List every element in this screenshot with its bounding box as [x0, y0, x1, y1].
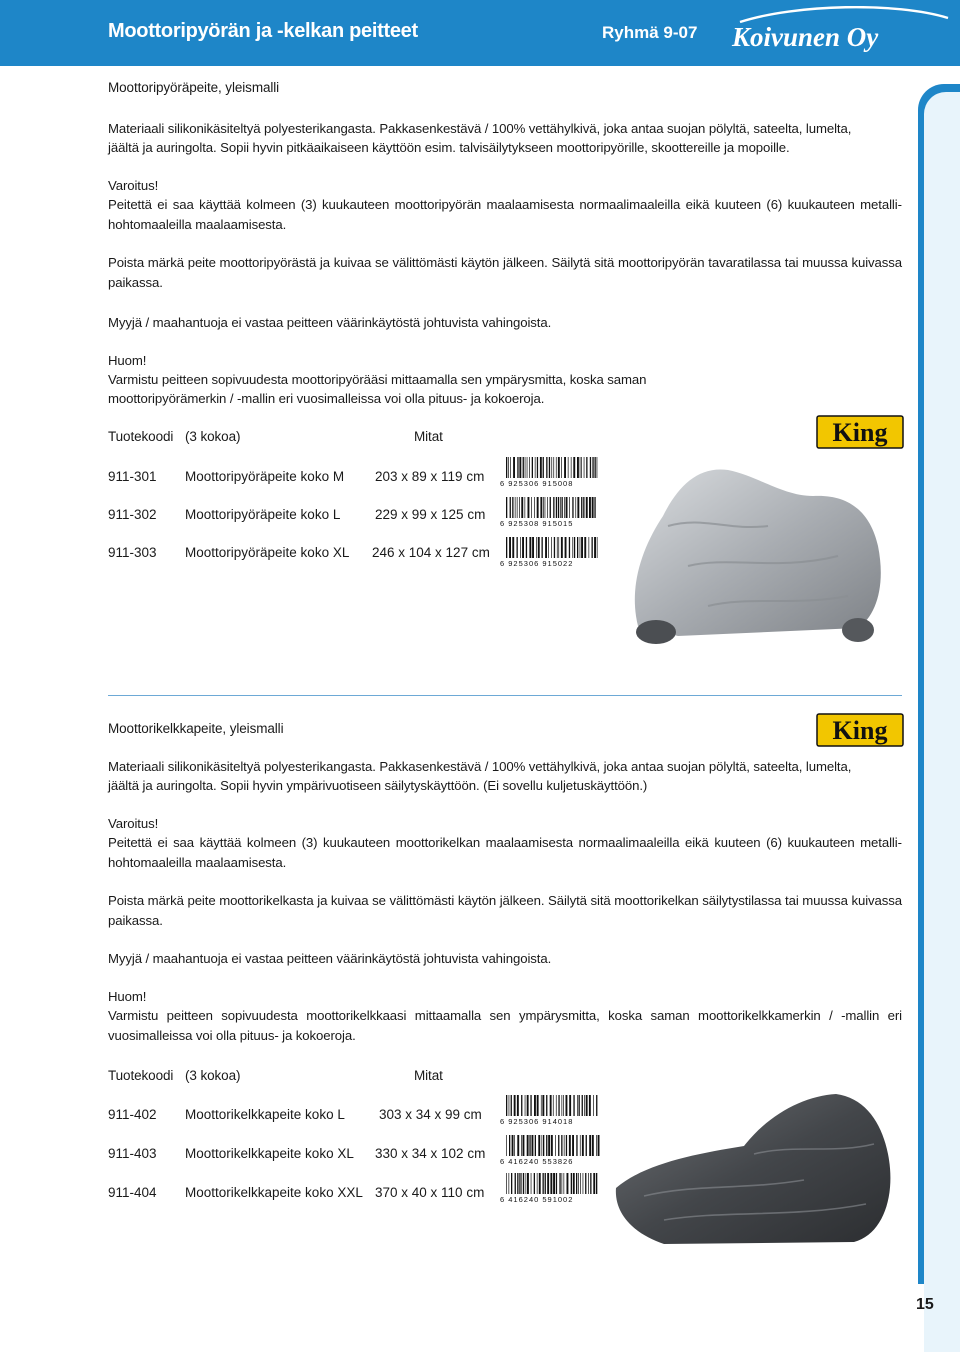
section1-desc-line1: Materiaali silikonikäsiteltyä polyesterikangasta. Pakkasenkestävä / 100% vettähylkivä, joka antaa suojan pölyltä, sateelta, lumelta,	[108, 121, 852, 136]
s1-row3-barcode	[498, 536, 602, 568]
king-brand-badge-2	[816, 713, 904, 747]
s2-row2-dims: 330 x 34 x 102 cm	[375, 1146, 486, 1161]
section1-warning-text: Peitettä ei saa käyttää kolmeen (3) kuukauteen moottoripyörän maalaamisesta normaalimaaleilla eikä kuuteen (6) kuukauteen metallihohtomaaleilla maalaamisesta.	[108, 197, 902, 232]
s1-row2-code: 911-302	[108, 507, 157, 522]
section1-liability: Myyjä / maahantuoja ei vastaa peitteen väärinkäytöstä johtuvista vahingoista.	[108, 315, 552, 330]
section2-title: Moottorikelkkapeite, yleismalli	[108, 721, 284, 736]
section2-note-title: Huom!	[108, 989, 147, 1004]
section2-warning-text: Peitettä ei saa käyttää kolmeen (3) kuukauteen moottorikelkan maalaamisesta normaalimaaleilla eikä kuuteen (6) kuukauteen metallihohtomaaleilla maalaamisesta.	[108, 835, 902, 870]
s2-row3-barcode	[498, 1172, 602, 1204]
svg-text:6 416240 553826: 6 416240 553826	[500, 1157, 574, 1166]
s1-row1-name: Moottoripyöräpeite koko M	[185, 469, 345, 484]
section2-col-dims: Mitat	[414, 1068, 443, 1083]
snowmobile-cover-image	[604, 1084, 900, 1254]
s1-row2-dims: 229 x 99 x 125 cm	[375, 507, 486, 522]
section1-wet-text: Poista märkä peite moottoripyörästä ja kuivaa se välittömästi käytön jälkeen. Säilytä sitä moottoripyörän tavaratilassa tai muussa kuivassa paikassa.	[108, 255, 902, 290]
product-group: Ryhmä 9-07	[602, 23, 698, 42]
s1-row1-barcode	[498, 456, 602, 488]
svg-text:6 925306 915022: 6 925306 915022	[500, 559, 574, 568]
svg-text:King: King	[832, 716, 888, 745]
svg-text:King: King	[832, 418, 888, 447]
section2-desc-line1: Materiaali silikonikäsiteltyä polyesterikangasta. Pakkasenkestävä / 100% vettähylkivä, joka antaa suojan pölyltä, sateelta, lumelta,	[108, 759, 852, 774]
s2-row2-barcode	[498, 1134, 602, 1166]
s2-row1-name: Moottorikelkkapeite koko L	[185, 1107, 345, 1122]
section2-liability: Myyjä / maahantuoja ei vastaa peitteen väärinkäytöstä johtuvista vahingoista.	[108, 951, 552, 966]
s2-row2-code: 911-403	[108, 1146, 157, 1161]
side-tab	[918, 84, 960, 1284]
section2-warning-title: Varoitus!	[108, 816, 159, 831]
s1-row1-dims: 203 x 89 x 119 cm	[375, 469, 485, 484]
svg-text:6 925306 914018: 6 925306 914018	[500, 1117, 574, 1126]
s1-row3-code: 911-303	[108, 545, 157, 560]
section1-col-dims: Mitat	[414, 429, 443, 444]
s1-row1-code: 911-301	[108, 469, 157, 484]
s1-row2-barcode	[498, 496, 602, 528]
s2-row3-code: 911-404	[108, 1185, 157, 1200]
s2-row2-name: Moottorikelkkapeite koko XL	[185, 1146, 354, 1161]
s1-row3-dims: 246 x 104 x 127 cm	[372, 545, 490, 560]
page-header	[0, 0, 960, 66]
section1-note-title: Huom!	[108, 353, 147, 368]
section2-note-text: Varmistu peitteen sopivuudesta moottorikelkkaasi mittaamalla sen ympärysmitta, koska saman moottorikelkkamerkin / -mallin eri vuosimalleissa voi olla pituus- ja kokoeroja.	[108, 1008, 902, 1043]
king-brand-badge	[816, 415, 904, 449]
s2-row1-barcode	[498, 1094, 602, 1126]
svg-text:Koivunen Oy: Koivunen Oy	[732, 22, 879, 52]
section2-desc-line2: jäältä ja auringolta. Sopii hyvin ympärivuotiseen säilytyskäyttöön. (Ei sovellu kuljetuskäyttöön.)	[108, 778, 648, 793]
s2-row3-name: Moottorikelkkapeite koko XXL	[185, 1185, 363, 1200]
section1-col-sizes: (3 kokoa)	[185, 429, 241, 444]
section2-col-code: Tuotekoodi	[108, 1068, 174, 1083]
svg-text:6 925308 915015: 6 925308 915015	[500, 519, 574, 528]
section1-col-code: Tuotekoodi	[108, 429, 174, 444]
svg-text:6 416240 591002: 6 416240 591002	[500, 1195, 574, 1204]
section1-title: Moottoripyöräpeite, yleismalli	[108, 80, 280, 95]
section1-note-line2: moottoripyörämerkin / -mallin eri vuosimalleissa voi olla pituus- ja kokoeroja.	[108, 391, 545, 406]
s1-row2-name: Moottoripyöräpeite koko L	[185, 507, 341, 522]
motorcycle-cover-image	[608, 456, 904, 656]
s2-row1-dims: 303 x 34 x 99 cm	[379, 1107, 482, 1122]
section2-col-sizes: (3 kokoa)	[185, 1068, 241, 1083]
s2-row1-code: 911-402	[108, 1107, 157, 1122]
section-divider	[108, 695, 902, 696]
s1-row3-name: Moottoripyöräpeite koko XL	[185, 545, 350, 560]
page-number: 15	[916, 1296, 934, 1313]
koivunen-logo	[726, 6, 954, 54]
section1-warning-title: Varoitus!	[108, 178, 159, 193]
section1-note-line1: Varmistu peitteen sopivuudesta moottoripyörääsi mittaamalla sen ympärysmitta, koska saman	[108, 372, 647, 387]
section1-desc-line2: jäältä ja auringolta. Sopii hyvin pitkäaikaiseen käyttöön esim. talvisäilytykseen moottoripyörille, skoottereille ja mopoille.	[108, 140, 790, 155]
section2-wet-text: Poista märkä peite moottorikelkasta ja kuivaa se välittömästi käytön jälkeen. Säilytä sitä moottorikelkan säilytystilassa tai muussa kuivassa paikassa.	[108, 893, 902, 928]
s2-row3-dims: 370 x 40 x 110 cm	[375, 1185, 485, 1200]
svg-text:6 925306 915008: 6 925306 915008	[500, 479, 574, 488]
page-title: Moottoripyörän ja -kelkan peitteet	[108, 20, 418, 42]
